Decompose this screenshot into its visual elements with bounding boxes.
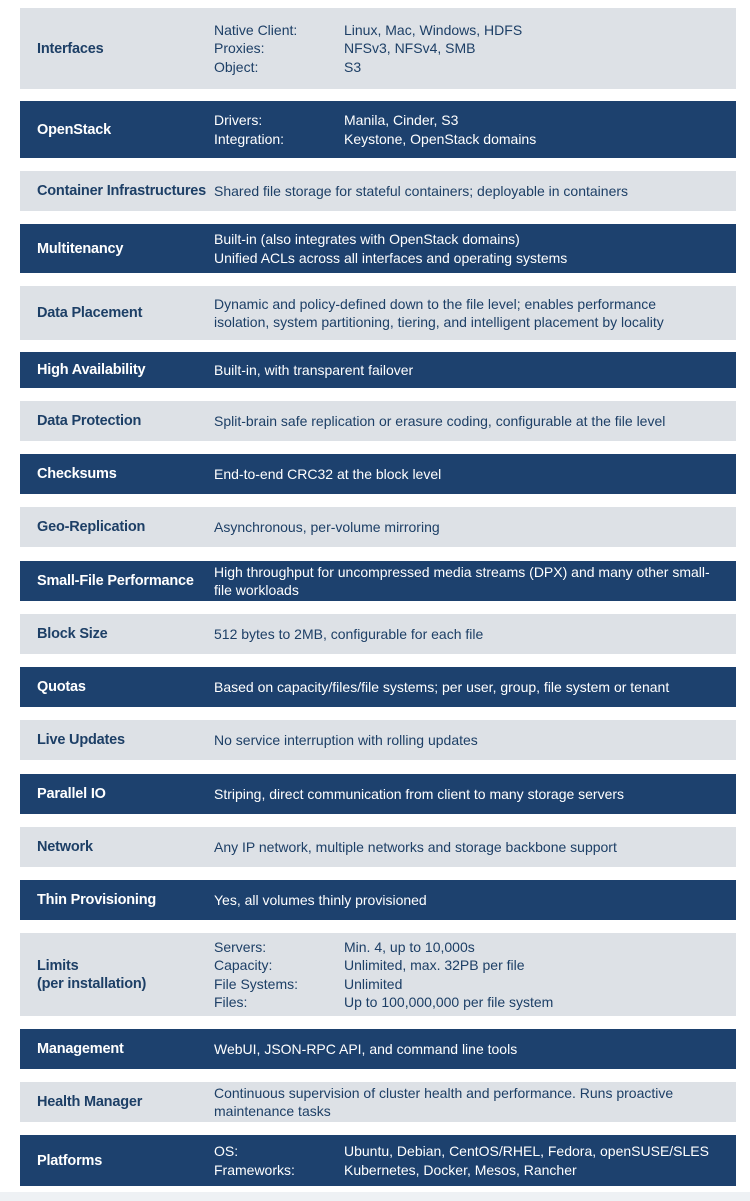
row-label bbox=[20, 412, 214, 430]
bottom-strip bbox=[0, 1192, 750, 1201]
row-label bbox=[20, 361, 214, 379]
row-value bbox=[214, 731, 736, 750]
row-value bbox=[214, 182, 736, 201]
key-value-pair bbox=[214, 956, 726, 975]
value-line: maintenance tasks bbox=[214, 1103, 331, 1119]
row-label-text: Geo-Replication bbox=[37, 519, 146, 535]
row-label-text: Data Placement bbox=[37, 305, 143, 321]
row-value bbox=[214, 1040, 736, 1059]
pair-value: S3 bbox=[344, 58, 362, 75]
row-value bbox=[214, 891, 736, 910]
key-value-pair bbox=[214, 21, 726, 40]
row-label bbox=[20, 838, 214, 856]
row-label bbox=[20, 891, 214, 909]
value-line: Any IP network, multiple networks and storage backbone support bbox=[214, 838, 617, 855]
pair-key: File Systems: bbox=[214, 975, 299, 992]
row-health-manager bbox=[20, 1082, 736, 1122]
row-label-text: Platforms bbox=[37, 1152, 103, 1169]
row-label-text: High Availability bbox=[37, 362, 146, 378]
value-line: isolation, system partitioning, tiering, and intelligent placement by locality bbox=[214, 314, 664, 330]
value-line: Built-in, with transparent failover bbox=[214, 361, 414, 378]
value-line: Striping, direct communication from client to many storage servers bbox=[214, 785, 625, 802]
row-value bbox=[214, 785, 736, 804]
row-container-infrastructures bbox=[20, 171, 736, 211]
row-label bbox=[20, 731, 214, 749]
row-small-file-performance bbox=[20, 561, 736, 601]
row-management bbox=[20, 1029, 736, 1069]
row-block-size bbox=[20, 614, 736, 654]
pair-value: Up to 100,000,000 per file system bbox=[344, 994, 554, 1010]
row-label-text: Interfaces bbox=[37, 40, 104, 57]
row-value bbox=[214, 361, 736, 380]
key-value-pair bbox=[214, 938, 726, 957]
pair-value: Min. 4, up to 10,000s bbox=[344, 938, 475, 955]
row-label bbox=[20, 240, 214, 258]
row-label bbox=[20, 465, 214, 483]
row-label-text: Multitenancy bbox=[37, 240, 124, 257]
pair-key: Native Client: bbox=[214, 21, 298, 38]
row-label bbox=[20, 182, 214, 200]
row-value bbox=[214, 21, 736, 77]
row-value bbox=[214, 563, 736, 600]
key-value-pair bbox=[214, 975, 726, 994]
key-value-pair bbox=[214, 130, 726, 149]
row-value bbox=[214, 838, 736, 857]
row-value bbox=[214, 625, 736, 644]
row-value bbox=[214, 111, 736, 148]
row-value bbox=[214, 1142, 736, 1179]
row-platforms bbox=[20, 1135, 736, 1186]
row-label bbox=[20, 1093, 214, 1111]
row-label-text: OpenStack bbox=[37, 121, 111, 138]
row-multitenancy bbox=[20, 224, 736, 273]
row-label bbox=[20, 625, 214, 643]
value-line: Based on capacity/files/file systems; per user, group, file system or tenant bbox=[214, 678, 670, 695]
pair-value: Unlimited, max. 32PB per file bbox=[344, 957, 525, 973]
pair-value: Unlimited bbox=[344, 975, 403, 992]
row-value bbox=[214, 295, 736, 332]
row-value bbox=[214, 465, 736, 484]
pair-value: Manila, Cinder, S3 bbox=[344, 112, 459, 128]
key-value-pair bbox=[214, 39, 726, 58]
row-quotas bbox=[20, 667, 736, 707]
key-value-pair bbox=[214, 58, 726, 77]
row-parallel-io bbox=[20, 774, 736, 814]
row-network bbox=[20, 827, 736, 867]
row-label-text: Block Size bbox=[37, 626, 108, 642]
row-label-text: Container Infrastructures bbox=[37, 183, 207, 199]
row-label bbox=[20, 785, 214, 803]
row-label bbox=[20, 1040, 214, 1058]
row-thin-provisioning bbox=[20, 880, 736, 920]
row-openstack bbox=[20, 101, 736, 158]
row-label bbox=[20, 572, 214, 590]
row-value bbox=[214, 938, 736, 1012]
value-line: Continuous supervision of cluster health and performance. Runs proactive bbox=[214, 1084, 674, 1101]
value-line: Yes, all volumes thinly provisioned bbox=[214, 891, 427, 908]
row-label-text: Checksums bbox=[37, 466, 117, 482]
row-label-text: Small-File Performance bbox=[37, 573, 194, 589]
pair-key: Object: bbox=[214, 58, 259, 75]
row-label-text: Quotas bbox=[37, 679, 86, 695]
row-checksums bbox=[20, 454, 736, 494]
row-label-subtext: (per installation) bbox=[37, 975, 147, 992]
row-high-availability bbox=[20, 352, 736, 388]
value-line: High throughput for uncompressed media streams (DPX) and many other small- bbox=[214, 563, 710, 580]
value-line: file workloads bbox=[214, 582, 299, 598]
row-label bbox=[20, 957, 214, 993]
value-line: Unified ACLs across all interfaces and operating systems bbox=[214, 249, 568, 266]
value-line: No service interruption with rolling updates bbox=[214, 731, 478, 748]
row-label-text: Parallel IO bbox=[37, 786, 106, 802]
key-value-pair bbox=[214, 111, 726, 130]
key-value-pair bbox=[214, 1142, 726, 1161]
value-line: Shared file storage for stateful containers; deployable in containers bbox=[214, 182, 629, 199]
value-line: Built-in (also integrates with OpenStack domains) bbox=[214, 231, 520, 247]
row-label bbox=[20, 121, 214, 139]
key-value-pair bbox=[214, 993, 726, 1012]
row-value bbox=[214, 678, 736, 697]
pair-key: Capacity: bbox=[214, 957, 273, 973]
value-line: WebUI, JSON-RPC API, and command line tools bbox=[214, 1040, 518, 1057]
row-label-text: Network bbox=[37, 839, 93, 855]
row-label bbox=[20, 40, 214, 58]
row-value bbox=[214, 518, 736, 537]
pair-key: Proxies: bbox=[214, 40, 265, 57]
pair-key: OS: bbox=[214, 1143, 239, 1159]
value-line: Dynamic and policy-defined down to the file level; enables performance bbox=[214, 295, 657, 312]
row-data-placement bbox=[20, 286, 736, 340]
pair-key: Frameworks: bbox=[214, 1161, 295, 1178]
row-label bbox=[20, 518, 214, 536]
pair-value: Kubernetes, Docker, Mesos, Rancher bbox=[344, 1161, 577, 1178]
row-value bbox=[214, 230, 736, 267]
pair-value: Linux, Mac, Windows, HDFS bbox=[344, 21, 523, 38]
row-label bbox=[20, 1152, 214, 1170]
value-line: 512 bytes to 2MB, configurable for each file bbox=[214, 625, 484, 642]
value-line: End-to-end CRC32 at the block level bbox=[214, 465, 442, 482]
value-line: Asynchronous, per-volume mirroring bbox=[214, 518, 440, 535]
row-label bbox=[20, 678, 214, 696]
key-value-pair bbox=[214, 1161, 726, 1180]
pair-value: NFSv3, NFSv4, SMB bbox=[344, 40, 476, 57]
row-label-text: Thin Provisioning bbox=[37, 892, 157, 908]
row-label-text: Live Updates bbox=[37, 732, 125, 748]
pair-key: Files: bbox=[214, 994, 248, 1010]
row-live-updates bbox=[20, 720, 736, 760]
pair-key: Drivers: bbox=[214, 112, 263, 128]
row-data-protection bbox=[20, 401, 736, 441]
row-geo-replication bbox=[20, 507, 736, 547]
row-limits bbox=[20, 933, 736, 1016]
row-label-text: Health Manager bbox=[37, 1094, 143, 1110]
row-label-text: Management bbox=[37, 1041, 124, 1057]
row-label-text: Data Protection bbox=[37, 413, 142, 429]
value-line: Split-brain safe replication or erasure coding, configurable at the file level bbox=[214, 412, 666, 429]
row-value bbox=[214, 412, 736, 431]
pair-key: Servers: bbox=[214, 938, 267, 955]
row-value bbox=[214, 1084, 736, 1121]
row-interfaces bbox=[20, 8, 736, 89]
row-label bbox=[20, 304, 214, 322]
pair-key: Integration: bbox=[214, 130, 285, 147]
pair-value: Keystone, OpenStack domains bbox=[344, 130, 537, 147]
pair-value: Ubuntu, Debian, CentOS/RHEL, Fedora, openSUSE/SLES bbox=[344, 1143, 709, 1159]
row-label-text: Limits bbox=[37, 957, 79, 974]
